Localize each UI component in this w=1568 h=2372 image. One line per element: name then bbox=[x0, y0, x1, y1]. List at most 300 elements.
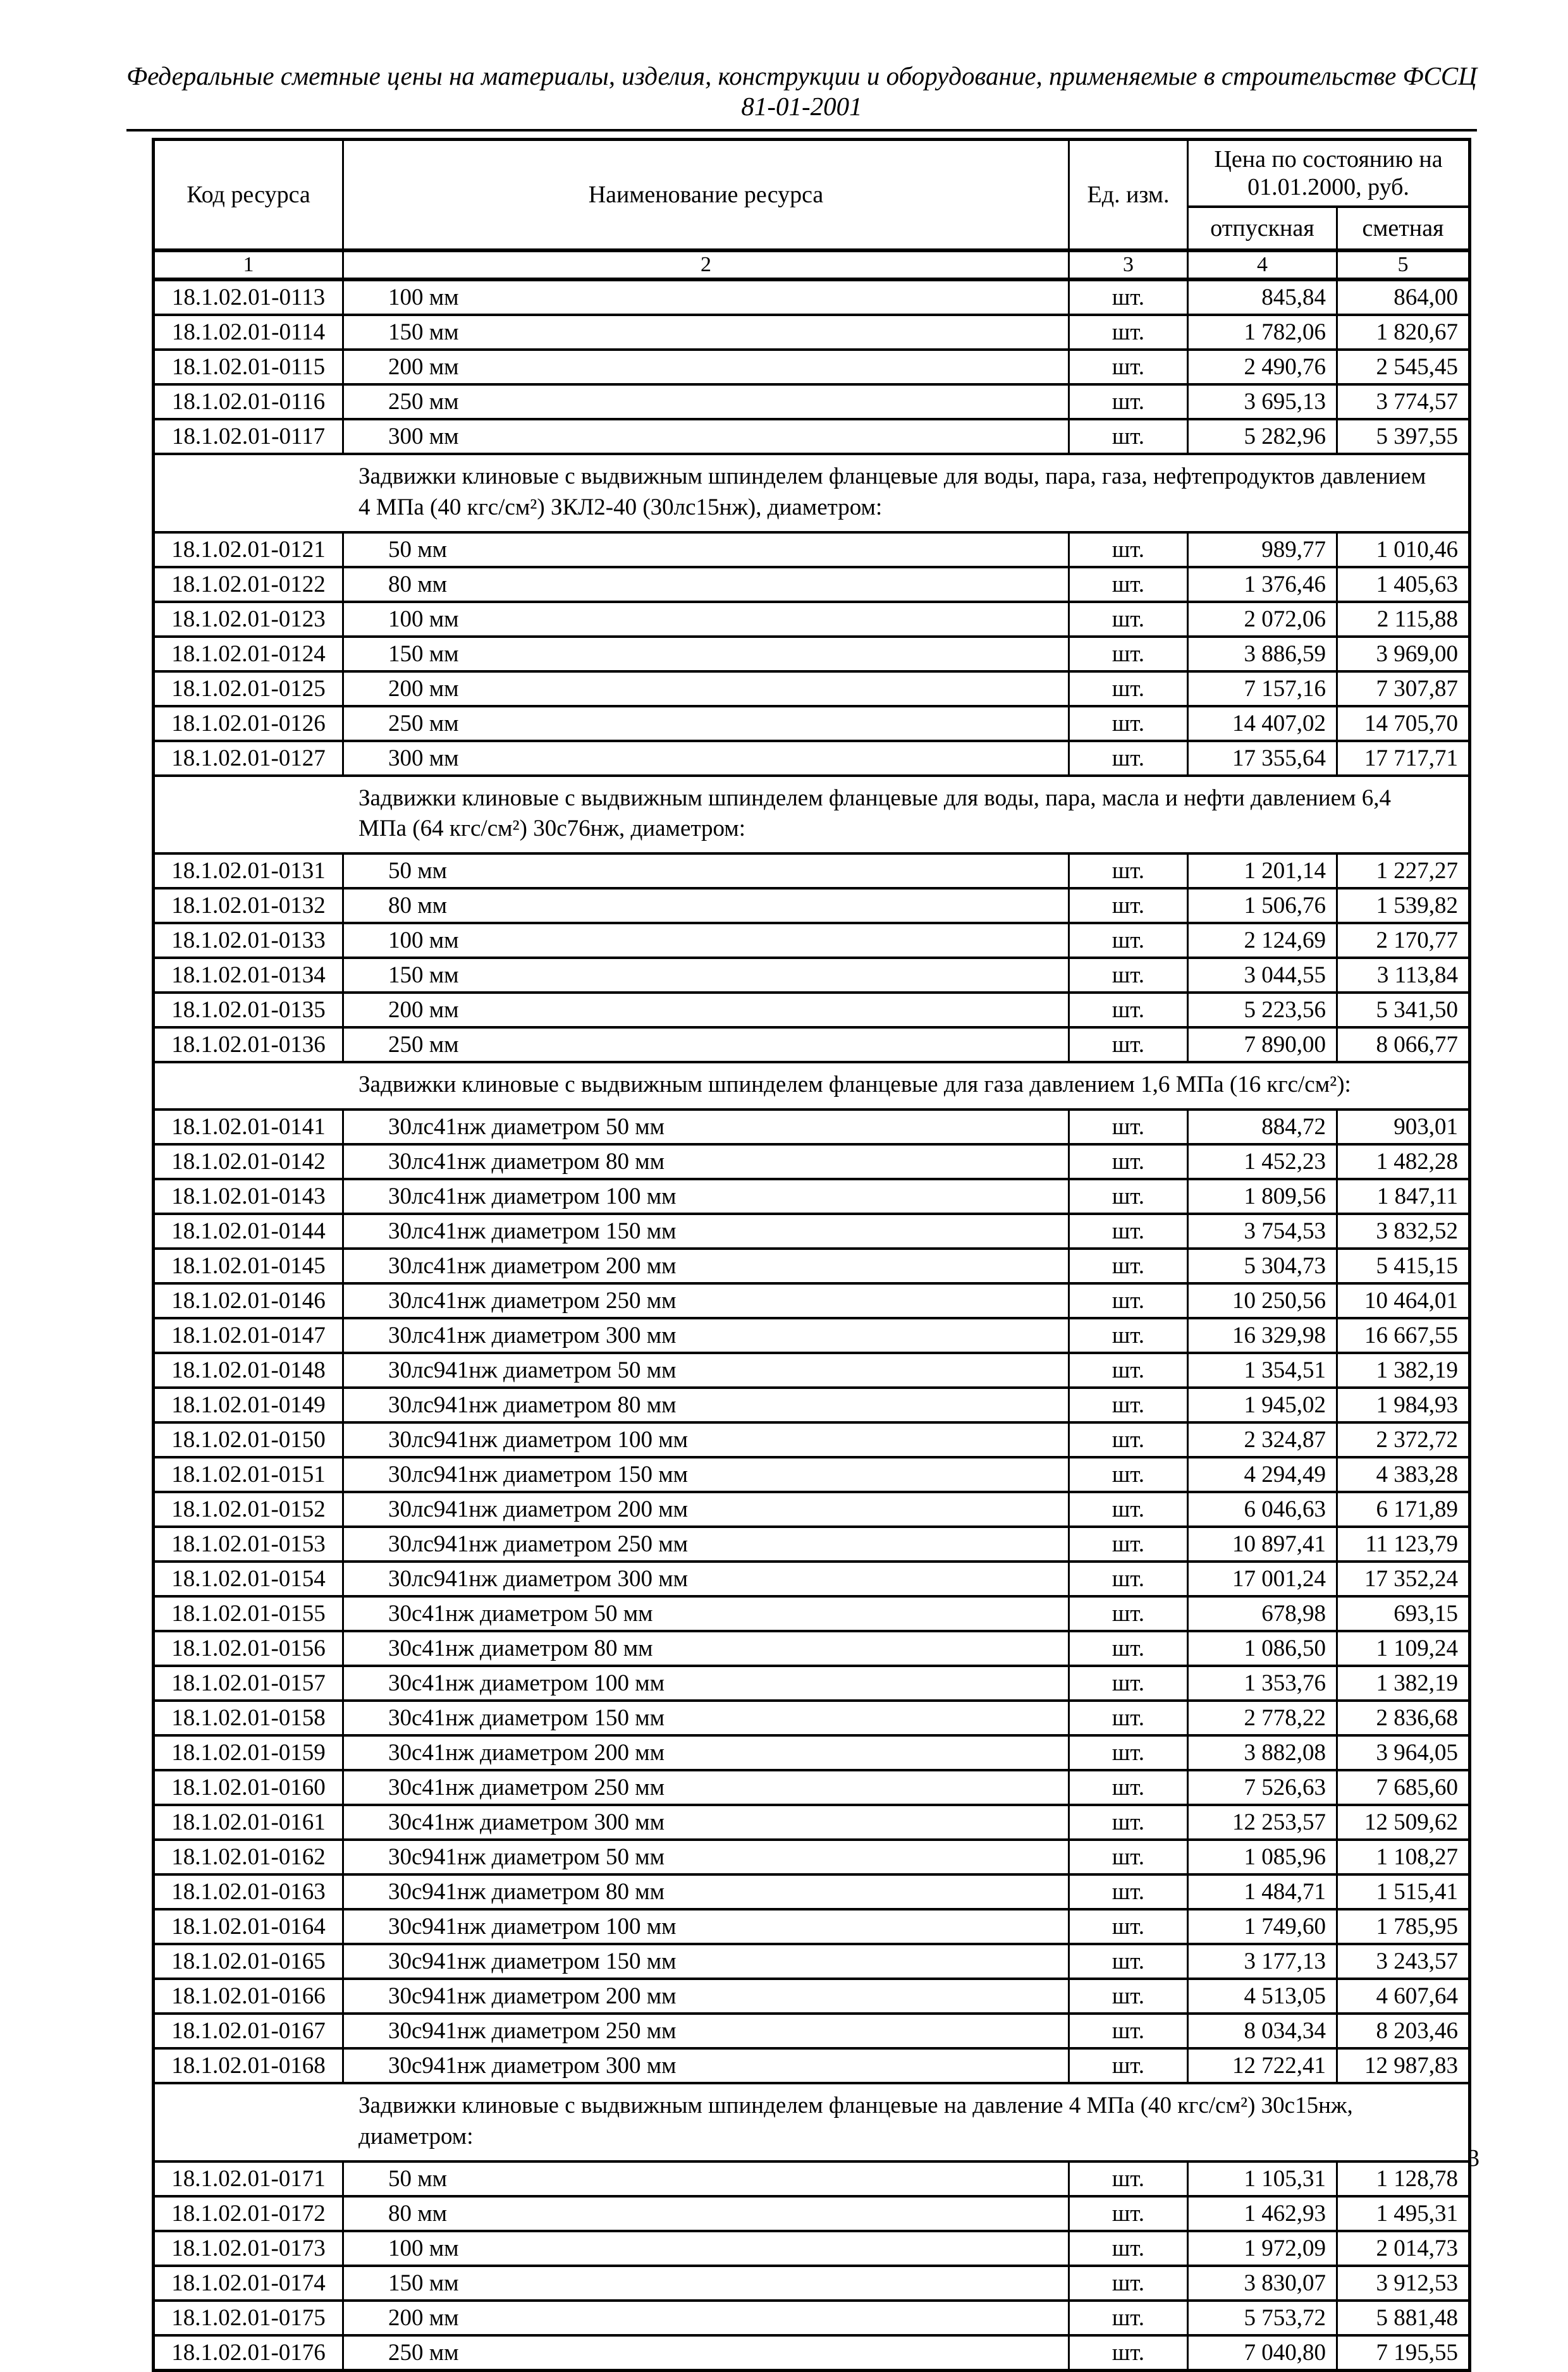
resource-code-cell: 18.1.02.01-0161 bbox=[154, 1805, 343, 1840]
estimate-price-cell: 17 352,24 bbox=[1337, 1562, 1470, 1596]
release-price-cell: 7 040,80 bbox=[1188, 2335, 1337, 2371]
estimate-price-cell: 1 405,63 bbox=[1337, 567, 1470, 602]
resource-name-cell: 50 мм bbox=[343, 532, 1069, 567]
resource-name-cell: 30лс941нж диаметром 150 мм bbox=[343, 1457, 1069, 1492]
release-price-cell: 3 754,53 bbox=[1188, 1214, 1337, 1249]
release-price-cell: 7 890,00 bbox=[1188, 1027, 1337, 1062]
estimate-price-cell: 1 539,82 bbox=[1337, 888, 1470, 923]
unit-cell: шт. bbox=[1069, 1701, 1188, 1735]
table-row bbox=[154, 1457, 1470, 1492]
table-row bbox=[154, 602, 1470, 637]
estimate-price-cell: 3 832,52 bbox=[1337, 1214, 1470, 1249]
resource-code-cell: 18.1.02.01-0175 bbox=[154, 2301, 343, 2335]
table-row bbox=[154, 637, 1470, 671]
resource-name-cell: 30лс941нж диаметром 80 мм bbox=[343, 1388, 1069, 1422]
release-price-cell: 3 830,07 bbox=[1188, 2266, 1337, 2301]
release-price-cell: 8 034,34 bbox=[1188, 2014, 1337, 2048]
estimate-price-cell: 1 495,31 bbox=[1337, 2196, 1470, 2231]
resource-code-cell: 18.1.02.01-0152 bbox=[154, 1492, 343, 1527]
resource-code-cell: 18.1.02.01-0156 bbox=[154, 1631, 343, 1666]
release-price-cell: 2 072,06 bbox=[1188, 602, 1337, 637]
release-price-cell: 1 353,76 bbox=[1188, 1666, 1337, 1701]
estimate-price-cell: 693,15 bbox=[1337, 1596, 1470, 1631]
table-row bbox=[154, 1527, 1470, 1562]
resource-code-cell: 18.1.02.01-0145 bbox=[154, 1249, 343, 1283]
unit-cell: шт. bbox=[1069, 1110, 1188, 1144]
release-price-cell: 1 749,60 bbox=[1188, 1909, 1337, 1944]
release-price-cell: 1 972,09 bbox=[1188, 2231, 1337, 2266]
resource-name-cell: 30с41нж диаметром 200 мм bbox=[343, 1735, 1069, 1770]
estimate-price-cell: 3 113,84 bbox=[1337, 958, 1470, 993]
table-row bbox=[154, 1770, 1470, 1805]
table-header bbox=[154, 140, 1470, 280]
section-row bbox=[154, 776, 1470, 854]
resource-name-cell: 150 мм bbox=[343, 315, 1069, 350]
resource-code-cell: 18.1.02.01-0114 bbox=[154, 315, 343, 350]
release-price-cell: 17 001,24 bbox=[1188, 1562, 1337, 1596]
resource-code-cell: 18.1.02.01-0162 bbox=[154, 1840, 343, 1874]
resource-name-cell: 30с941нж диаметром 50 мм bbox=[343, 1840, 1069, 1874]
unit-cell: шт. bbox=[1069, 1214, 1188, 1249]
release-price-cell: 2 778,22 bbox=[1188, 1701, 1337, 1735]
table-row bbox=[154, 1179, 1470, 1214]
unit-cell: шт. bbox=[1069, 637, 1188, 671]
table-row bbox=[154, 1110, 1470, 1144]
resource-name-cell: 30лс41нж диаметром 100 мм bbox=[343, 1179, 1069, 1214]
estimate-price-cell: 1 108,27 bbox=[1337, 1840, 1470, 1874]
table-row bbox=[154, 923, 1470, 958]
unit-cell: шт. bbox=[1069, 1805, 1188, 1840]
unit-cell: шт. bbox=[1069, 958, 1188, 993]
unit-cell: шт. bbox=[1069, 2266, 1188, 2301]
release-price-cell: 17 355,64 bbox=[1188, 741, 1337, 776]
unit-cell: шт. bbox=[1069, 671, 1188, 706]
unit-cell: шт. bbox=[1069, 1909, 1188, 1944]
estimate-price-cell: 3 969,00 bbox=[1337, 637, 1470, 671]
table-row bbox=[154, 279, 1470, 315]
section-title-cell: Задвижки клиновые с выдвижным шпинделем фланцевые для воды, пара, газа, нефтепродуктов давлением 4 МПа (40 кгс/см²) ЗКЛ2-40 (30лс15нж), диаметром: bbox=[154, 454, 1470, 532]
estimate-price-cell: 5 397,55 bbox=[1337, 419, 1470, 454]
release-price-cell: 7 526,63 bbox=[1188, 1770, 1337, 1805]
table-row bbox=[154, 2301, 1470, 2335]
unit-cell: шт. bbox=[1069, 1979, 1188, 2014]
resource-name-cell: 150 мм bbox=[343, 2266, 1069, 2301]
resource-code-cell: 18.1.02.01-0158 bbox=[154, 1701, 343, 1735]
estimate-price-cell: 3 774,57 bbox=[1337, 384, 1470, 419]
unit-cell: шт. bbox=[1069, 1562, 1188, 1596]
estimate-price-cell: 1 515,41 bbox=[1337, 1874, 1470, 1909]
estimate-price-cell: 1 785,95 bbox=[1337, 1909, 1470, 1944]
unit-cell: шт. bbox=[1069, 1318, 1188, 1353]
estimate-price-cell: 5 881,48 bbox=[1337, 2301, 1470, 2335]
resource-code-cell: 18.1.02.01-0123 bbox=[154, 602, 343, 637]
column-numbers-row bbox=[154, 250, 1470, 279]
resource-name-cell: 30с41нж диаметром 50 мм bbox=[343, 1596, 1069, 1631]
resource-name-cell: 30с941нж диаметром 100 мм bbox=[343, 1909, 1069, 1944]
unit-cell: шт. bbox=[1069, 2335, 1188, 2371]
unit-cell: шт. bbox=[1069, 1179, 1188, 1214]
resource-code-cell: 18.1.02.01-0150 bbox=[154, 1422, 343, 1457]
section-title-cell: Задвижки клиновые с выдвижным шпинделем фланцевые для воды, пара, масла и нефти давлением 6,4 МПа (64 кгс/см²) 30с76нж, диаметром: bbox=[154, 776, 1470, 854]
resource-code-cell: 18.1.02.01-0172 bbox=[154, 2196, 343, 2231]
section-row bbox=[154, 454, 1470, 532]
estimate-price-cell: 3 912,53 bbox=[1337, 2266, 1470, 2301]
release-price-cell: 989,77 bbox=[1188, 532, 1337, 567]
resource-code-cell: 18.1.02.01-0141 bbox=[154, 1110, 343, 1144]
table-row bbox=[154, 2161, 1470, 2196]
release-price-cell: 10 897,41 bbox=[1188, 1527, 1337, 1562]
unit-cell: шт. bbox=[1069, 2014, 1188, 2048]
unit-cell: шт. bbox=[1069, 532, 1188, 567]
table-row bbox=[154, 1283, 1470, 1318]
release-price-cell: 678,98 bbox=[1188, 1596, 1337, 1631]
section-row bbox=[154, 2083, 1470, 2161]
unit-cell: шт. bbox=[1069, 993, 1188, 1027]
table-row bbox=[154, 741, 1470, 776]
resource-name-cell: 250 мм bbox=[343, 384, 1069, 419]
resource-name-cell: 100 мм bbox=[343, 602, 1069, 637]
resource-name-cell: 30лс41нж диаметром 50 мм bbox=[343, 1110, 1069, 1144]
resource-name-cell: 30с41нж диаметром 100 мм bbox=[343, 1666, 1069, 1701]
unit-cell: шт. bbox=[1069, 567, 1188, 602]
estimate-price-cell: 903,01 bbox=[1337, 1110, 1470, 1144]
resource-name-cell: 30с941нж диаметром 150 мм bbox=[343, 1944, 1069, 1979]
resource-code-cell: 18.1.02.01-0124 bbox=[154, 637, 343, 671]
release-price-cell: 1 462,93 bbox=[1188, 2196, 1337, 2231]
resource-name-cell: 100 мм bbox=[343, 279, 1069, 315]
unit-cell: шт. bbox=[1069, 1144, 1188, 1179]
table-row bbox=[154, 1027, 1470, 1062]
release-price-cell: 1 809,56 bbox=[1188, 1179, 1337, 1214]
table-row bbox=[154, 706, 1470, 741]
estimate-price-cell: 7 685,60 bbox=[1337, 1770, 1470, 1805]
resource-name-cell: 200 мм bbox=[343, 671, 1069, 706]
estimate-price-cell: 14 705,70 bbox=[1337, 706, 1470, 741]
resource-name-cell: 30лс41нж диаметром 80 мм bbox=[343, 1144, 1069, 1179]
section-row bbox=[154, 1062, 1470, 1110]
release-price-cell: 3 695,13 bbox=[1188, 384, 1337, 419]
table-row bbox=[154, 1944, 1470, 1979]
resource-name-cell: 30лс41нж диаметром 250 мм bbox=[343, 1283, 1069, 1318]
col-header-price-group: Цена по состоянию на 01.01.2000, руб. bbox=[1188, 140, 1470, 207]
release-price-cell: 5 282,96 bbox=[1188, 419, 1337, 454]
unit-cell: шт. bbox=[1069, 350, 1188, 384]
resource-name-cell: 150 мм bbox=[343, 637, 1069, 671]
resource-code-cell: 18.1.02.01-0115 bbox=[154, 350, 343, 384]
table-row bbox=[154, 1249, 1470, 1283]
unit-cell: шт. bbox=[1069, 2231, 1188, 2266]
release-price-cell: 2 124,69 bbox=[1188, 923, 1337, 958]
estimate-price-cell: 7 195,55 bbox=[1337, 2335, 1470, 2371]
estimate-price-cell: 11 123,79 bbox=[1337, 1527, 1470, 1562]
release-price-cell: 12 722,41 bbox=[1188, 2048, 1337, 2083]
resource-code-cell: 18.1.02.01-0148 bbox=[154, 1353, 343, 1388]
unit-cell: шт. bbox=[1069, 2301, 1188, 2335]
page-number: 3 bbox=[1467, 2145, 1479, 2172]
col-header-name: Наименование ресурса bbox=[343, 140, 1069, 251]
release-price-cell: 16 329,98 bbox=[1188, 1318, 1337, 1353]
resource-code-cell: 18.1.02.01-0163 bbox=[154, 1874, 343, 1909]
estimate-price-cell: 2 836,68 bbox=[1337, 1701, 1470, 1735]
resource-name-cell: 50 мм bbox=[343, 2161, 1069, 2196]
estimate-price-cell: 1 847,11 bbox=[1337, 1179, 1470, 1214]
table-row bbox=[154, 1805, 1470, 1840]
table-row bbox=[154, 1492, 1470, 1527]
resource-name-cell: 100 мм bbox=[343, 923, 1069, 958]
resource-code-cell: 18.1.02.01-0159 bbox=[154, 1735, 343, 1770]
unit-cell: шт. bbox=[1069, 1770, 1188, 1805]
release-price-cell: 4 513,05 bbox=[1188, 1979, 1337, 2014]
col-header-price-release: отпускная bbox=[1188, 207, 1337, 250]
resource-name-cell: 200 мм bbox=[343, 993, 1069, 1027]
release-price-cell: 1 086,50 bbox=[1188, 1631, 1337, 1666]
release-price-cell: 3 882,08 bbox=[1188, 1735, 1337, 1770]
table-row bbox=[154, 2266, 1470, 2301]
estimate-price-cell: 12 509,62 bbox=[1337, 1805, 1470, 1840]
resource-name-cell: 150 мм bbox=[343, 958, 1069, 993]
resource-name-cell: 250 мм bbox=[343, 1027, 1069, 1062]
column-number: 5 bbox=[1337, 250, 1470, 279]
estimate-price-cell: 17 717,71 bbox=[1337, 741, 1470, 776]
release-price-cell: 3 044,55 bbox=[1188, 958, 1337, 993]
release-price-cell: 1 354,51 bbox=[1188, 1353, 1337, 1388]
release-price-cell: 3 177,13 bbox=[1188, 1944, 1337, 1979]
resource-code-cell: 18.1.02.01-0160 bbox=[154, 1770, 343, 1805]
resource-name-cell: 100 мм bbox=[343, 2231, 1069, 2266]
release-price-cell: 7 157,16 bbox=[1188, 671, 1337, 706]
release-price-cell: 5 223,56 bbox=[1188, 993, 1337, 1027]
release-price-cell: 1 484,71 bbox=[1188, 1874, 1337, 1909]
unit-cell: шт. bbox=[1069, 1944, 1188, 1979]
resource-code-cell: 18.1.02.01-0125 bbox=[154, 671, 343, 706]
resource-name-cell: 30лс941нж диаметром 250 мм bbox=[343, 1527, 1069, 1562]
resource-code-cell: 18.1.02.01-0165 bbox=[154, 1944, 343, 1979]
resource-code-cell: 18.1.02.01-0127 bbox=[154, 741, 343, 776]
col-header-unit: Ед. изм. bbox=[1069, 140, 1188, 251]
resource-code-cell: 18.1.02.01-0147 bbox=[154, 1318, 343, 1353]
release-price-cell: 2 324,87 bbox=[1188, 1422, 1337, 1457]
resource-name-cell: 30лс941нж диаметром 300 мм bbox=[343, 1562, 1069, 1596]
unit-cell: шт. bbox=[1069, 923, 1188, 958]
resource-name-cell: 300 мм bbox=[343, 741, 1069, 776]
unit-cell: шт. bbox=[1069, 1666, 1188, 1701]
resource-code-cell: 18.1.02.01-0116 bbox=[154, 384, 343, 419]
table-row bbox=[154, 1666, 1470, 1701]
unit-cell: шт. bbox=[1069, 419, 1188, 454]
unit-cell: шт. bbox=[1069, 384, 1188, 419]
resource-code-cell: 18.1.02.01-0173 bbox=[154, 2231, 343, 2266]
release-price-cell: 2 490,76 bbox=[1188, 350, 1337, 384]
unit-cell: шт. bbox=[1069, 1027, 1188, 1062]
release-price-cell: 1 452,23 bbox=[1188, 1144, 1337, 1179]
estimate-price-cell: 1 820,67 bbox=[1337, 315, 1470, 350]
resource-name-cell: 30лс41нж диаметром 150 мм bbox=[343, 1214, 1069, 1249]
estimate-price-cell: 2 372,72 bbox=[1337, 1422, 1470, 1457]
release-price-cell: 5 304,73 bbox=[1188, 1249, 1337, 1283]
table-row bbox=[154, 384, 1470, 419]
resource-code-cell: 18.1.02.01-0135 bbox=[154, 993, 343, 1027]
release-price-cell: 1 085,96 bbox=[1188, 1840, 1337, 1874]
resource-code-cell: 18.1.02.01-0174 bbox=[154, 2266, 343, 2301]
resource-code-cell: 18.1.02.01-0167 bbox=[154, 2014, 343, 2048]
resource-code-cell: 18.1.02.01-0176 bbox=[154, 2335, 343, 2371]
unit-cell: шт. bbox=[1069, 1631, 1188, 1666]
table-row bbox=[154, 1596, 1470, 1631]
resource-name-cell: 80 мм bbox=[343, 567, 1069, 602]
table-row bbox=[154, 1874, 1470, 1909]
release-price-cell: 845,84 bbox=[1188, 279, 1337, 315]
unit-cell: шт. bbox=[1069, 315, 1188, 350]
table-row bbox=[154, 350, 1470, 384]
unit-cell: шт. bbox=[1069, 602, 1188, 637]
estimate-price-cell: 8 066,77 bbox=[1337, 1027, 1470, 1062]
estimate-price-cell: 3 243,57 bbox=[1337, 1944, 1470, 1979]
resource-name-cell: 30с941нж диаметром 80 мм bbox=[343, 1874, 1069, 1909]
resource-name-cell: 30с941нж диаметром 300 мм bbox=[343, 2048, 1069, 2083]
release-price-cell: 14 407,02 bbox=[1188, 706, 1337, 741]
table-row bbox=[154, 315, 1470, 350]
resource-code-cell: 18.1.02.01-0136 bbox=[154, 1027, 343, 1062]
unit-cell: шт. bbox=[1069, 1874, 1188, 1909]
release-price-cell: 10 250,56 bbox=[1188, 1283, 1337, 1318]
estimate-price-cell: 7 307,87 bbox=[1337, 671, 1470, 706]
unit-cell: шт. bbox=[1069, 2161, 1188, 2196]
unit-cell: шт. bbox=[1069, 741, 1188, 776]
estimate-price-cell: 2 170,77 bbox=[1337, 923, 1470, 958]
estimate-price-cell: 1 109,24 bbox=[1337, 1631, 1470, 1666]
resource-code-cell: 18.1.02.01-0142 bbox=[154, 1144, 343, 1179]
estimate-price-cell: 6 171,89 bbox=[1337, 1492, 1470, 1527]
resource-name-cell: 30с41нж диаметром 250 мм bbox=[343, 1770, 1069, 1805]
resource-code-cell: 18.1.02.01-0143 bbox=[154, 1179, 343, 1214]
release-price-cell: 5 753,72 bbox=[1188, 2301, 1337, 2335]
resource-code-cell: 18.1.02.01-0155 bbox=[154, 1596, 343, 1631]
release-price-cell: 12 253,57 bbox=[1188, 1805, 1337, 1840]
unit-cell: шт. bbox=[1069, 1283, 1188, 1318]
resource-code-cell: 18.1.02.01-0122 bbox=[154, 567, 343, 602]
table-row bbox=[154, 1353, 1470, 1388]
table-row bbox=[154, 1318, 1470, 1353]
section-title-cell: Задвижки клиновые с выдвижным шпинделем фланцевые на давление 4 МПа (40 кгс/см²) 30с15нж, диаметром: bbox=[154, 2083, 1470, 2161]
resource-code-cell: 18.1.02.01-0153 bbox=[154, 1527, 343, 1562]
resource-name-cell: 80 мм bbox=[343, 2196, 1069, 2231]
unit-cell: шт. bbox=[1069, 2048, 1188, 2083]
release-price-cell: 1 782,06 bbox=[1188, 315, 1337, 350]
table-row bbox=[154, 2196, 1470, 2231]
table-row bbox=[154, 2335, 1470, 2371]
table-row bbox=[154, 671, 1470, 706]
resource-name-cell: 200 мм bbox=[343, 2301, 1069, 2335]
release-price-cell: 1 201,14 bbox=[1188, 853, 1337, 888]
resource-code-cell: 18.1.02.01-0117 bbox=[154, 419, 343, 454]
resource-name-cell: 30лс941нж диаметром 200 мм bbox=[343, 1492, 1069, 1527]
table-row bbox=[154, 532, 1470, 567]
resource-name-cell: 80 мм bbox=[343, 888, 1069, 923]
resource-code-cell: 18.1.02.01-0131 bbox=[154, 853, 343, 888]
estimate-price-cell: 1 482,28 bbox=[1337, 1144, 1470, 1179]
table-body bbox=[154, 279, 1470, 2370]
resource-name-cell: 250 мм bbox=[343, 706, 1069, 741]
resource-code-cell: 18.1.02.01-0151 bbox=[154, 1457, 343, 1492]
table-row bbox=[154, 1979, 1470, 2014]
resource-name-cell: 30лс941нж диаметром 100 мм bbox=[343, 1422, 1069, 1457]
table-row bbox=[154, 993, 1470, 1027]
unit-cell: шт. bbox=[1069, 1422, 1188, 1457]
resource-name-cell: 30с941нж диаметром 200 мм bbox=[343, 1979, 1069, 2014]
unit-cell: шт. bbox=[1069, 1492, 1188, 1527]
resource-name-cell: 300 мм bbox=[343, 419, 1069, 454]
resource-name-cell: 30с41нж диаметром 80 мм bbox=[343, 1631, 1069, 1666]
release-price-cell: 4 294,49 bbox=[1188, 1457, 1337, 1492]
estimate-price-cell: 4 383,28 bbox=[1337, 1457, 1470, 1492]
resource-code-cell: 18.1.02.01-0168 bbox=[154, 2048, 343, 2083]
estimate-price-cell: 1 382,19 bbox=[1337, 1666, 1470, 1701]
estimate-price-cell: 2 545,45 bbox=[1337, 350, 1470, 384]
price-table bbox=[152, 138, 1471, 2372]
estimate-price-cell: 2 014,73 bbox=[1337, 2231, 1470, 2266]
estimate-price-cell: 1 128,78 bbox=[1337, 2161, 1470, 2196]
estimate-price-cell: 4 607,64 bbox=[1337, 1979, 1470, 2014]
table-row bbox=[154, 1735, 1470, 1770]
release-price-cell: 1 376,46 bbox=[1188, 567, 1337, 602]
table-row bbox=[154, 2231, 1470, 2266]
estimate-price-cell: 5 341,50 bbox=[1337, 993, 1470, 1027]
resource-code-cell: 18.1.02.01-0149 bbox=[154, 1388, 343, 1422]
column-number: 2 bbox=[343, 250, 1069, 279]
estimate-price-cell: 12 987,83 bbox=[1337, 2048, 1470, 2083]
table-row bbox=[154, 1701, 1470, 1735]
col-header-price-estimate: сметная bbox=[1337, 207, 1470, 250]
release-price-cell: 6 046,63 bbox=[1188, 1492, 1337, 1527]
resource-name-cell: 30с41нж диаметром 150 мм bbox=[343, 1701, 1069, 1735]
table-row bbox=[154, 1144, 1470, 1179]
table-row bbox=[154, 1840, 1470, 1874]
resource-name-cell: 30лс41нж диаметром 200 мм bbox=[343, 1249, 1069, 1283]
release-price-cell: 3 886,59 bbox=[1188, 637, 1337, 671]
release-price-cell: 1 506,76 bbox=[1188, 888, 1337, 923]
table-row bbox=[154, 1422, 1470, 1457]
estimate-price-cell: 1 227,27 bbox=[1337, 853, 1470, 888]
resource-code-cell: 18.1.02.01-0133 bbox=[154, 923, 343, 958]
table-row bbox=[154, 2014, 1470, 2048]
unit-cell: шт. bbox=[1069, 888, 1188, 923]
resource-name-cell: 50 мм bbox=[343, 853, 1069, 888]
unit-cell: шт. bbox=[1069, 1353, 1188, 1388]
resource-code-cell: 18.1.02.01-0154 bbox=[154, 1562, 343, 1596]
estimate-price-cell: 8 203,46 bbox=[1337, 2014, 1470, 2048]
estimate-price-cell: 864,00 bbox=[1337, 279, 1470, 315]
unit-cell: шт. bbox=[1069, 279, 1188, 315]
resource-code-cell: 18.1.02.01-0146 bbox=[154, 1283, 343, 1318]
table-row bbox=[154, 1562, 1470, 1596]
unit-cell: шт. bbox=[1069, 2196, 1188, 2231]
estimate-price-cell: 16 667,55 bbox=[1337, 1318, 1470, 1353]
table-row bbox=[154, 1214, 1470, 1249]
resource-name-cell: 250 мм bbox=[343, 2335, 1069, 2371]
release-price-cell: 1 945,02 bbox=[1188, 1388, 1337, 1422]
unit-cell: шт. bbox=[1069, 1527, 1188, 1562]
unit-cell: шт. bbox=[1069, 1596, 1188, 1631]
resource-name-cell: 30с41нж диаметром 300 мм bbox=[343, 1805, 1069, 1840]
table-row bbox=[154, 888, 1470, 923]
column-number: 4 bbox=[1188, 250, 1337, 279]
column-number: 1 bbox=[154, 250, 343, 279]
table-row bbox=[154, 958, 1470, 993]
resource-code-cell: 18.1.02.01-0157 bbox=[154, 1666, 343, 1701]
unit-cell: шт. bbox=[1069, 1249, 1188, 1283]
estimate-price-cell: 5 415,15 bbox=[1337, 1249, 1470, 1283]
estimate-price-cell: 3 964,05 bbox=[1337, 1735, 1470, 1770]
